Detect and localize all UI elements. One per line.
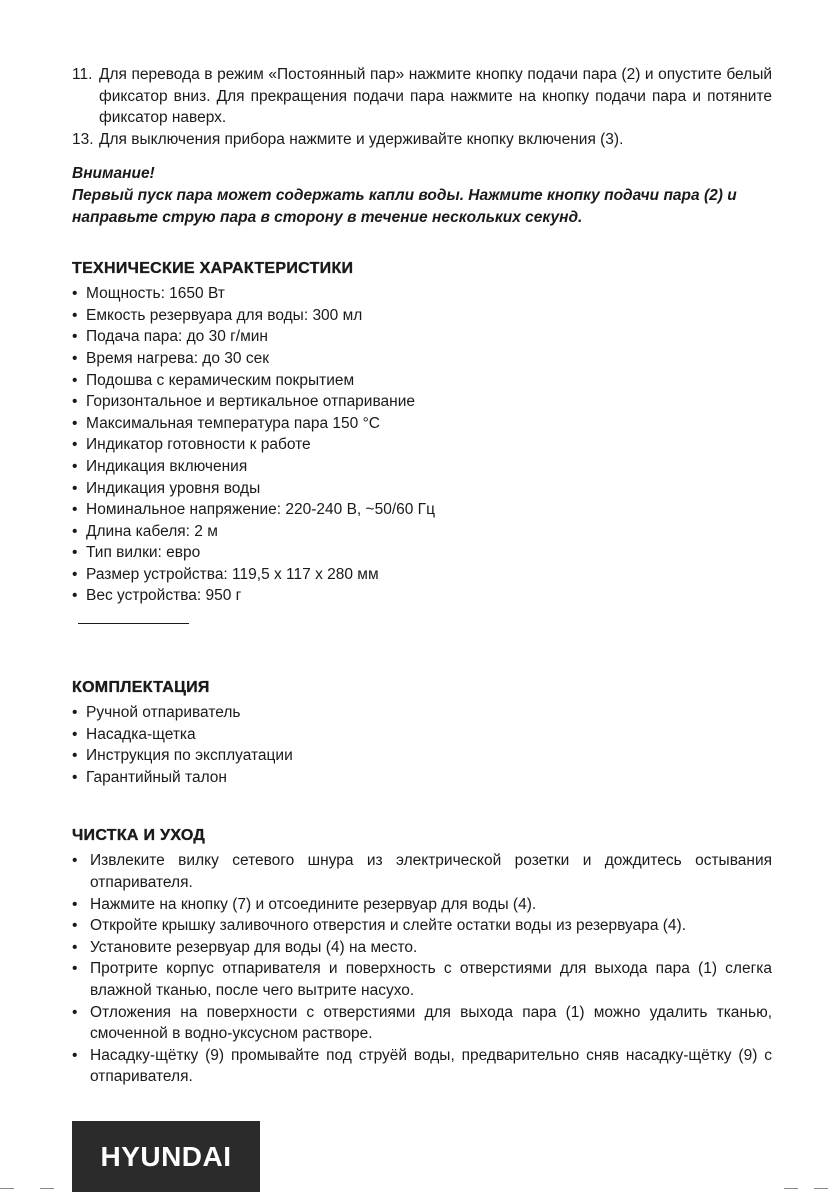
list-item: • Размер устройства: 119,5 х 117 х 280 мм: [72, 565, 379, 583]
list-item: • Ручной отпариватель: [72, 704, 241, 722]
list-item: • Подошва с керамическим покрытием: [72, 371, 355, 389]
list-item: • Нажмите на кнопку (7) и отсоедините резервуар для воды (4).: [72, 895, 537, 913]
step-text: Для выключения прибора нажмите и удерживайте кнопку включения (3).: [99, 130, 624, 148]
list-item: • Максимальная температура пара 150 °С: [72, 414, 380, 432]
list-item: • Длина кабеля: 2 м: [72, 522, 218, 540]
footnote-divider: [78, 623, 189, 624]
step-number: 11.: [72, 66, 93, 83]
warning-block: [72, 163, 772, 228]
list-item: • Инструкция по эксплуатации: [72, 747, 293, 765]
manual-page: [72, 64, 772, 1088]
list-item: • Гарантийный талон: [72, 768, 227, 786]
list-item: • Откройте крышку заливочного отверстия и слейте остатки воды из резервуара (4).: [72, 917, 687, 935]
step-11: [72, 64, 772, 129]
list-item: • Установите резервуар для воды (4) на место.: [72, 938, 418, 956]
warning-text: Первый пуск пара может содержать капли воды. Нажмите кнопку подачи пара (2) и направьте струю пара в сторону в течение нескольких секунд.: [72, 186, 737, 226]
crop-mark: [0, 1188, 14, 1189]
package-contents-list: [72, 702, 772, 788]
list-item: • Индикатор готовности к работе: [72, 436, 311, 454]
list-item: • Время нагрева: до 30 сек: [72, 349, 269, 367]
crop-mark: [784, 1188, 798, 1189]
package-contents-heading: КОМПЛЕКТАЦИЯ: [72, 679, 210, 697]
list-item: • Отложения на поверхности с отверстиями для выхода пара (1) можно удалить тканью, смоченной в водно-уксусном растворе.: [72, 1003, 772, 1043]
steps-list: [72, 64, 772, 150]
list-item: • Насадку-щётку (9) промывайте под струёй воды, предварительно сняв насадку-щётку (9) с отпаривателя.: [72, 1046, 772, 1086]
warning-title: Внимание!: [72, 165, 155, 183]
list-item: • Емкость резервуара для воды: 300 мл: [72, 306, 363, 324]
step-13: [72, 129, 772, 151]
list-item: • Индикация уровня воды: [72, 479, 261, 497]
list-item: • Тип вилки: евро: [72, 544, 201, 562]
list-item: • Горизонтальное и вертикальное отпаривание: [72, 393, 415, 411]
crop-mark: [814, 1188, 828, 1189]
tech-specs-heading: ТЕХНИЧЕСКИЕ ХАРАКТЕРИСТИКИ: [72, 260, 354, 278]
tech-specs-list: [72, 283, 772, 607]
list-item: • Подача пара: до 30 г/мин: [72, 328, 268, 346]
list-item: • Вес устройства: 950 г: [72, 587, 242, 605]
list-item: • Насадка-щетка: [72, 725, 196, 743]
list-item: • Индикация включения: [72, 457, 248, 475]
step-text: Для перевода в режим «Постоянный пар» нажмите кнопку подачи пара (2) и опустите белый фиксатор вниз. Для прекращения подачи пара нажмите на кнопку подачи пара и потяните фиксатор наверх.: [99, 66, 772, 127]
brand-logo: HYUNDAI: [72, 1121, 260, 1192]
cleaning-heading: ЧИСТКА И УХОД: [72, 827, 206, 845]
list-item: • Протрите корпус отпаривателя и поверхность с отверстиями для выхода пара (1) слегка влажной тканью, после чего вытрите насухо.: [72, 960, 772, 999]
list-item: • Номинальное напряжение: 220-240 В, ~50/60 Гц: [72, 501, 435, 519]
step-number: 13.: [72, 130, 94, 148]
crop-mark: [40, 1188, 54, 1189]
cleaning-list: [72, 850, 772, 1088]
list-item: • Извлеките вилку сетевого шнура из электрической розетки и дождитесь остывания отпаривателя.: [72, 852, 772, 892]
list-item: • Мощность: 1650 Вт: [72, 285, 225, 303]
